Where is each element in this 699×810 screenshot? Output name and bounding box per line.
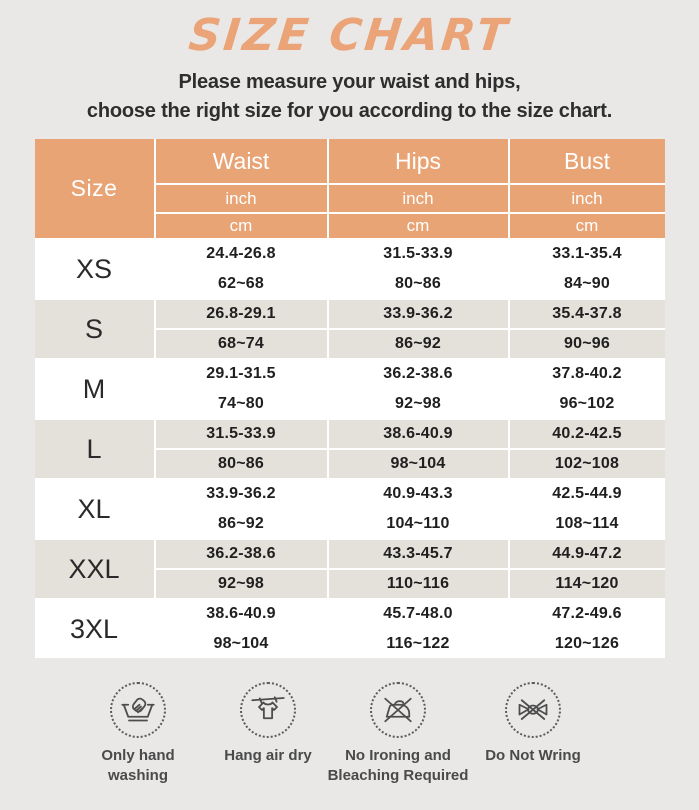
value-cell: 43.3-45.7 (328, 539, 509, 569)
value-cell: 31.5-33.9 (328, 239, 509, 269)
table-row (35, 359, 665, 389)
value-cell: 36.2-38.6 (155, 539, 328, 569)
subtitle-line-1: Please measure your waist and hips, (178, 71, 521, 93)
value-cell: 38.6-40.9 (155, 599, 328, 629)
no-iron-icon (380, 692, 416, 728)
subtitle (0, 68, 699, 126)
value-cell: 116~122 (328, 629, 509, 658)
page-title: SIZE CHART (186, 10, 513, 61)
title-area (0, 10, 699, 68)
table-row (35, 299, 665, 329)
size-label: XXL (35, 539, 155, 599)
table-corner-label: Size (35, 139, 155, 239)
care-label: Hang air dry (224, 747, 312, 764)
value-cell: 86~92 (155, 509, 328, 539)
value-cell: 45.7-48.0 (328, 599, 509, 629)
value-cell: 74~80 (155, 389, 328, 419)
table-row (35, 239, 665, 269)
value-cell: 90~96 (509, 329, 665, 359)
dotted-circle (505, 682, 561, 738)
value-cell: 98~104 (155, 629, 328, 658)
value-cell: 98~104 (328, 449, 509, 479)
value-cell: 42.5-44.9 (509, 479, 665, 509)
unit-label-cm: cm (509, 213, 665, 239)
value-cell: 36.2-38.6 (328, 359, 509, 389)
value-cell: 104~110 (328, 509, 509, 539)
value-cell: 40.9-43.3 (328, 479, 509, 509)
value-cell: 80~86 (155, 449, 328, 479)
care-label: Do Not Wring (485, 747, 581, 764)
unit-label-cm: cm (328, 213, 509, 239)
value-cell: 84~90 (509, 269, 665, 299)
value-cell: 29.1-31.5 (155, 359, 328, 389)
table-row (35, 539, 665, 569)
subtitle-line-2: choose the right size for you according to the size chart. (86, 100, 613, 122)
care-item-do-not-wring (433, 682, 633, 766)
value-cell: 35.4-37.8 (509, 299, 665, 329)
value-cell: 31.5-33.9 (155, 419, 328, 449)
value-cell: 102~108 (509, 449, 665, 479)
value-cell: 33.9-36.2 (328, 299, 509, 329)
care-label: Only hand washing (101, 747, 175, 784)
value-cell: 114~120 (509, 569, 665, 599)
column-header-waist: Waist (155, 139, 328, 184)
value-cell: 120~126 (509, 629, 665, 658)
value-cell: 108~114 (509, 509, 665, 539)
value-cell: 62~68 (155, 269, 328, 299)
value-cell: 44.9-47.2 (509, 539, 665, 569)
value-cell: 86~92 (328, 329, 509, 359)
size-label: L (35, 419, 155, 479)
table-row (35, 479, 665, 509)
care-instructions (0, 682, 699, 802)
dotted-circle (370, 682, 426, 738)
value-cell: 92~98 (155, 569, 328, 599)
size-table (35, 139, 665, 658)
value-cell: 33.1-35.4 (509, 239, 665, 269)
value-cell: 37.8-40.2 (509, 359, 665, 389)
value-cell: 26.8-29.1 (155, 299, 328, 329)
unit-label-inch: inch (509, 184, 665, 213)
table-row (35, 419, 665, 449)
column-header-bust: Bust (509, 139, 665, 184)
value-cell: 110~116 (328, 569, 509, 599)
size-label: XS (35, 239, 155, 299)
dotted-circle (240, 682, 296, 738)
size-label: XL (35, 479, 155, 539)
value-cell: 80~86 (328, 269, 509, 299)
value-cell: 96~102 (509, 389, 665, 419)
value-cell: 40.2-42.5 (509, 419, 665, 449)
care-label: No Ironing and Bleaching Required (327, 747, 469, 784)
dotted-circle (110, 682, 166, 738)
value-cell: 47.2-49.6 (509, 599, 665, 629)
hand-wash-icon (120, 692, 156, 728)
hang-dry-icon (250, 692, 286, 728)
value-cell: 38.6-40.9 (328, 419, 509, 449)
do-not-wring-icon (515, 692, 551, 728)
value-cell: 92~98 (328, 389, 509, 419)
size-label: S (35, 299, 155, 359)
unit-label-inch: inch (328, 184, 509, 213)
value-cell: 24.4-26.8 (155, 239, 328, 269)
unit-label-cm: cm (155, 213, 328, 239)
size-label: 3XL (35, 599, 155, 658)
column-header-hips: Hips (328, 139, 509, 184)
value-cell: 33.9-36.2 (155, 479, 328, 509)
size-label: M (35, 359, 155, 419)
value-cell: 68~74 (155, 329, 328, 359)
unit-label-inch: inch (155, 184, 328, 213)
table-row (35, 599, 665, 629)
